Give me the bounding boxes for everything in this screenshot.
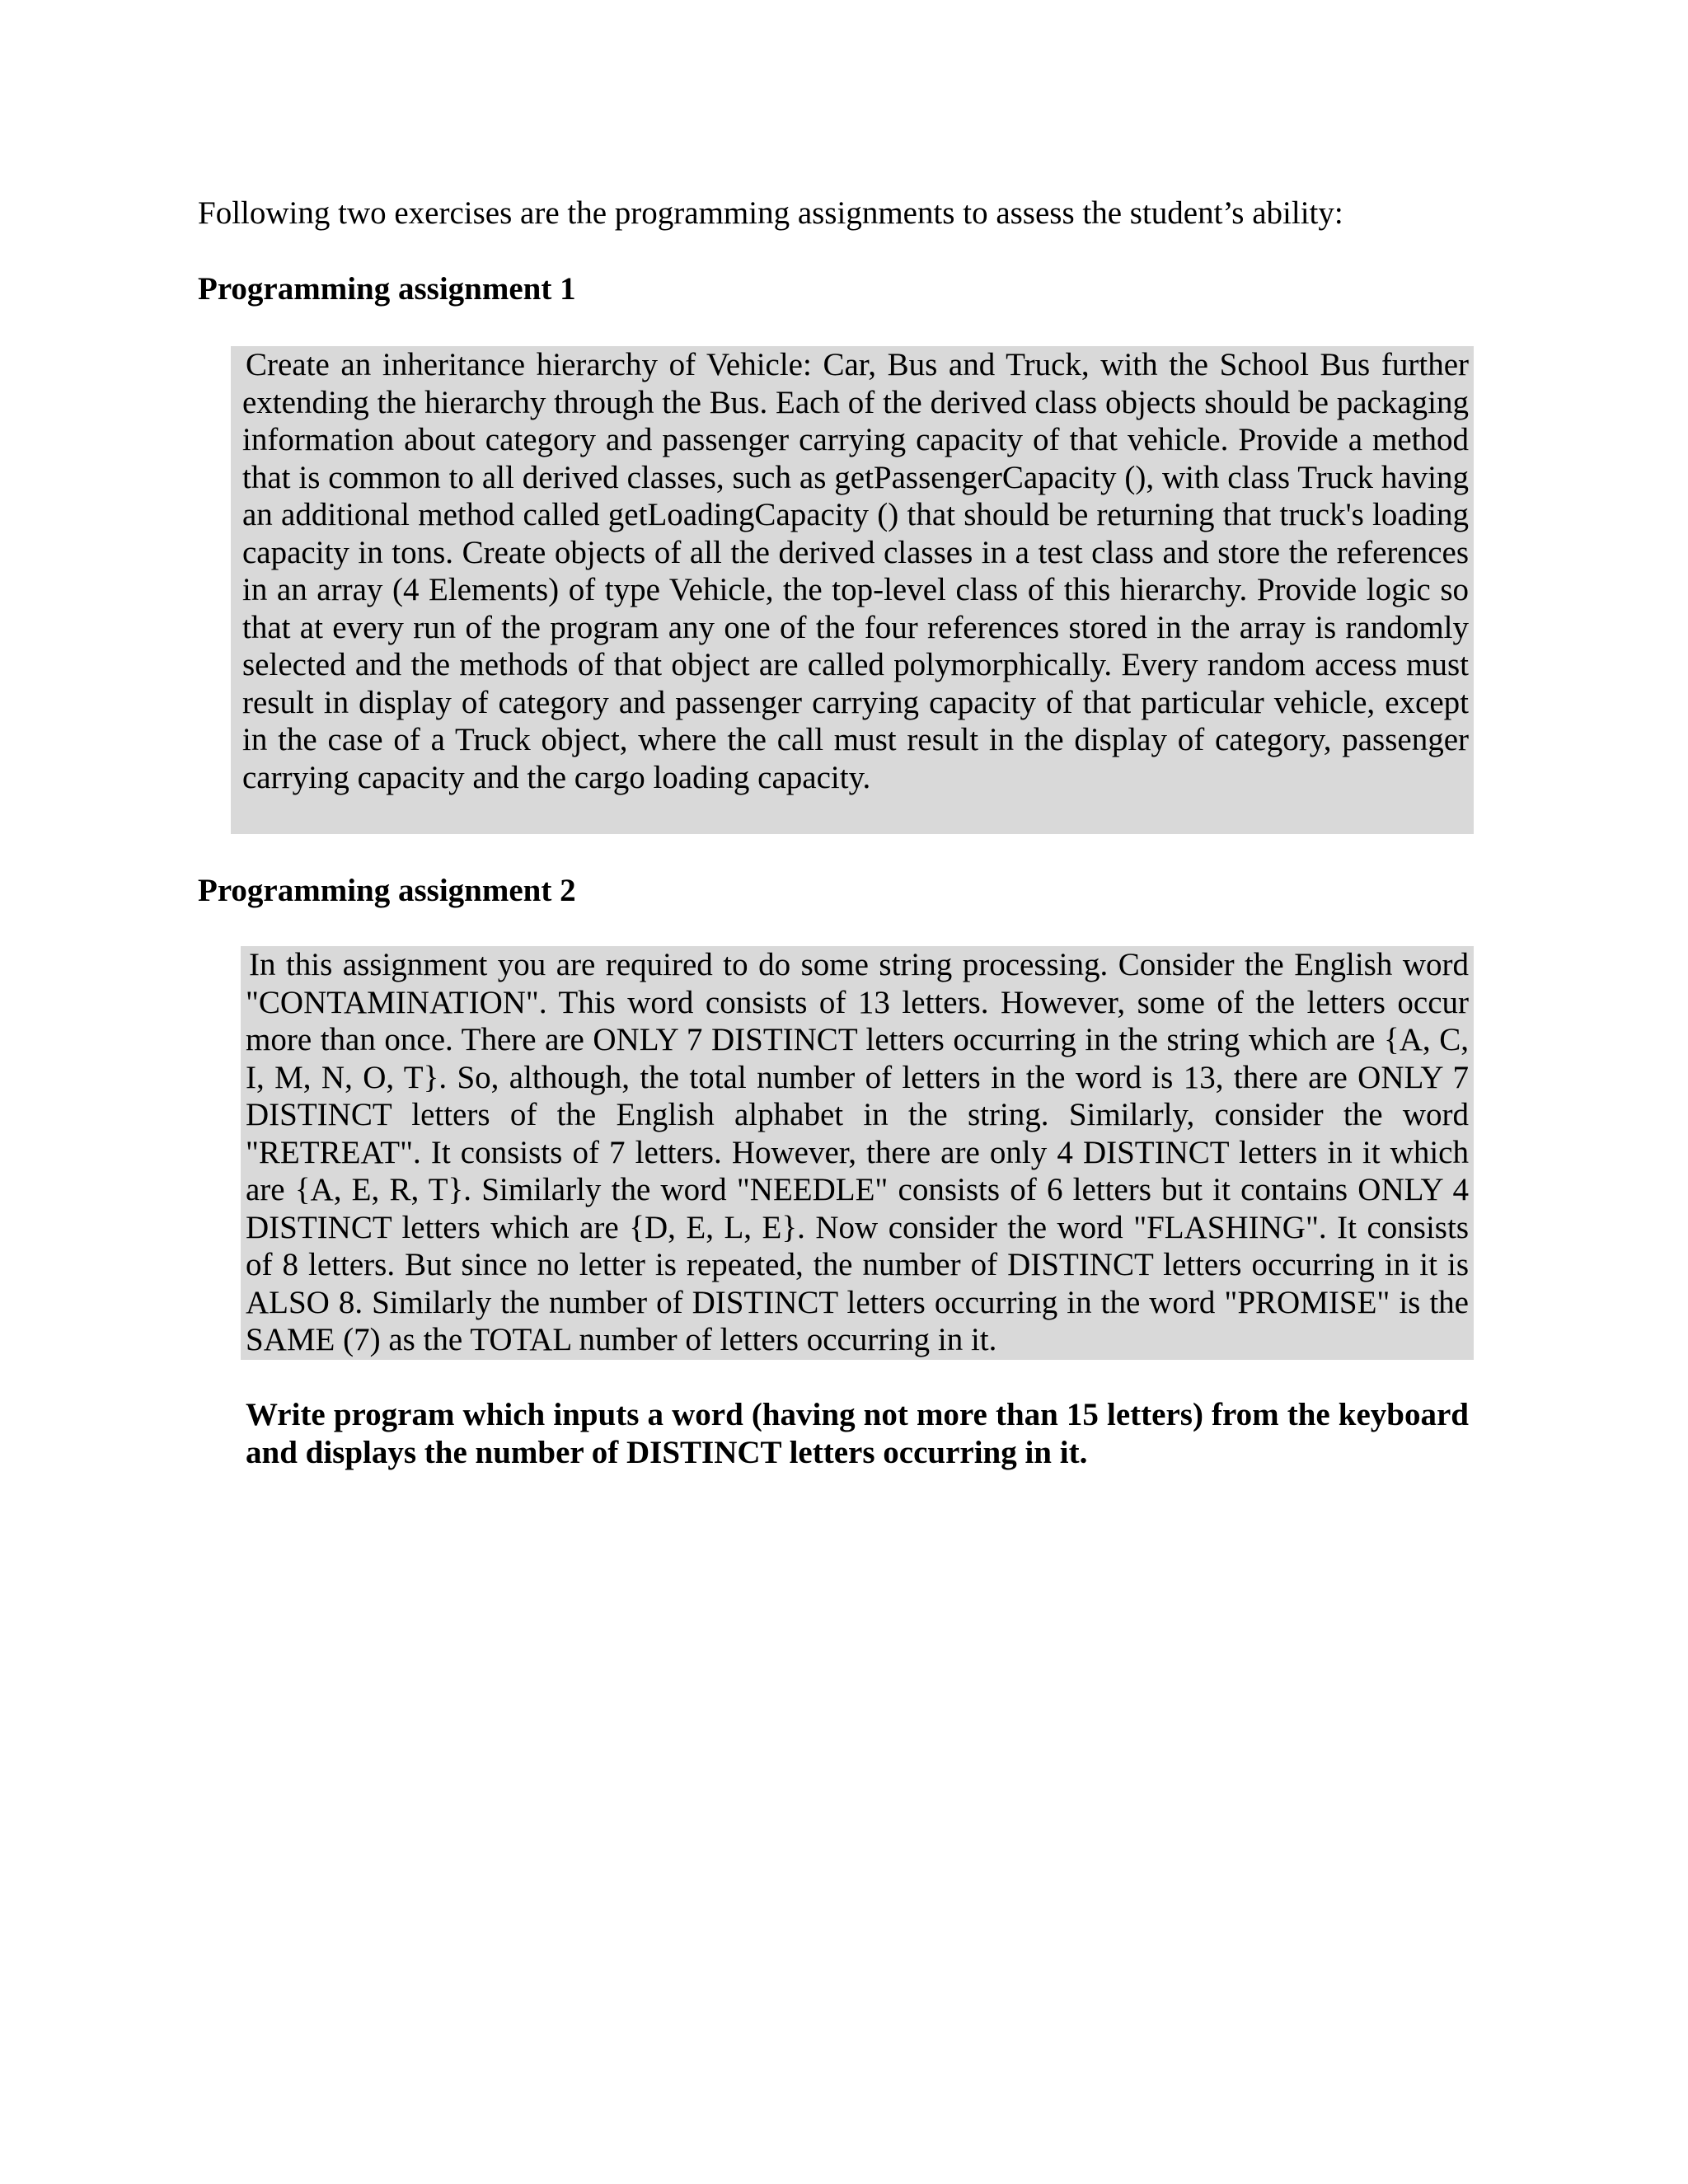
assignment-1-heading: Programming assignment 1: [198, 271, 576, 307]
assignment-1-box: [231, 346, 1474, 834]
assignment-2-box: [241, 946, 1474, 1360]
assignment-2-task: Write program which inputs a word (having not more than 15 letters) from the keyboard and displays the number of DISTINCT letters occurring in it.: [246, 1397, 1469, 1470]
assignment-1-body: Create an inheritance hierarchy of Vehicle: Car, Bus and Truck, with the School Bus further extending the hierarchy through the Bus. Each of the derived class objects should be packaging information about category and passenger carrying capacity of that vehicle. Provide a method that is common to all derived classes, such as getPassengerCapacity (), with class Truck having an additional method called getLoadingCapacity () that should be returning that truck's loading capacity in tons. Create objects of all the derived classes in a test class and store the references in an array (4 Elements) of type Vehicle, the top-level class of this hierarchy. Provide logic so that at every run of the program any one of the four references stored in the array is randomly selected and the methods of that object are called polymorphically. Every random access must result in display of category and passenger carrying capacity of that particular vehicle, except in the case of a Truck object, where the call must result in the display of category, passenger carrying capacity and the cargo loading capacity.: [242, 347, 1469, 795]
intro-paragraph: Following two exercises are the programming assignments to assess the student’s ability:: [198, 195, 1343, 231]
assignment-2-heading: Programming assignment 2: [198, 873, 576, 908]
assignment-2-body: In this assignment you are required to do some string processing. Consider the English word "CONTAMINATION". This word consists of 13 letters. However, some of the letters occur more than once. There are ONLY 7 DISTINCT letters occurring in the string which are {A, C, I, M, N, O, T}. So, although, the total number of letters in the word is 13, there are ONLY 7 DISTINCT letters of the English alphabet in the string. Similarly, consider the word "RETREAT". It consists of 7 letters. However, there are only 4 DISTINCT letters in it which are {A, E, R, T}. Similarly the word "NEEDLE" consists of 6 letters but it contains ONLY 4 DISTINCT letters which are {D, E, L, E}. Now consider the word "FLASHING". It consists of 8 letters. But since no letter is repeated, the number of DISTINCT letters occurring in it is ALSO 8. Similarly the number of DISTINCT letters occurring in the word "PROMISE" is the SAME (7) as the TOTAL number of letters occurring in it.: [246, 947, 1469, 1357]
